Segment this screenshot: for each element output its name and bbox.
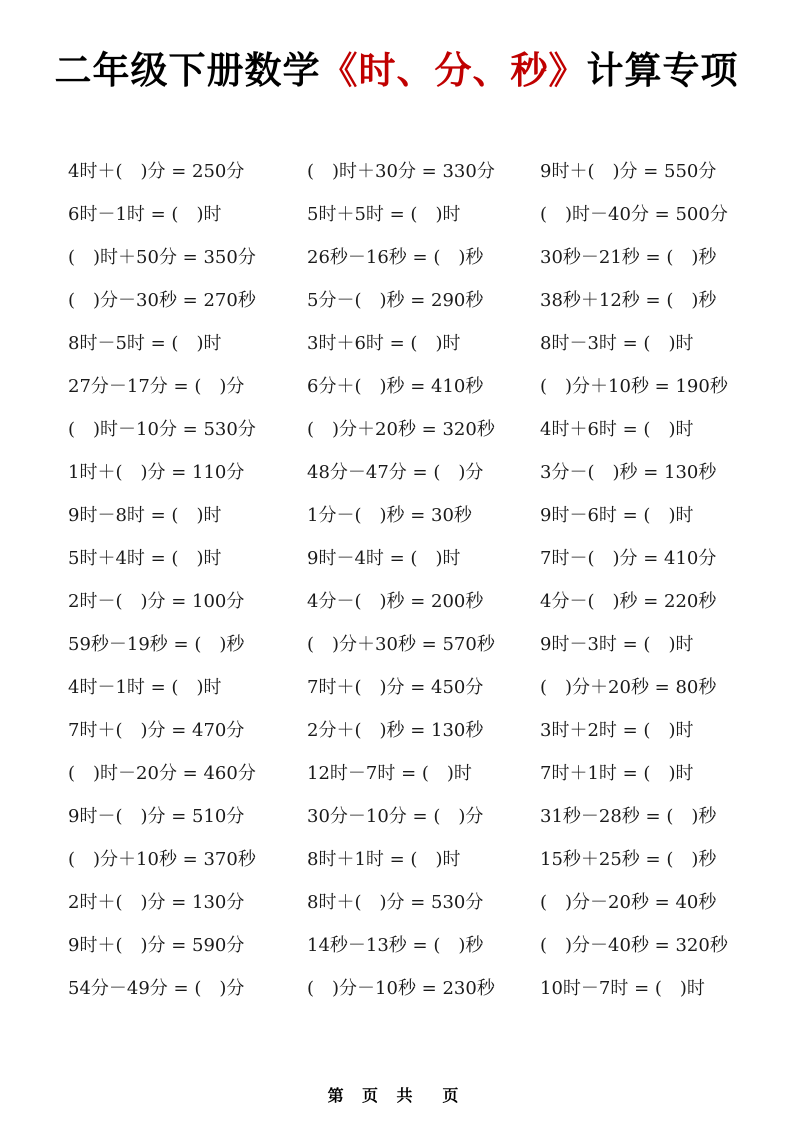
problem-item: ( )分－20秒 = 40秒	[540, 891, 717, 913]
problem-item: 4时＋( )分 = 250分	[68, 160, 245, 182]
problem-item: ( )分－40秒 = 320秒	[540, 934, 728, 956]
problem-item: 7时＋( )分 = 470分	[68, 719, 245, 741]
problem-item: 30秒－21秒 = ( )秒	[540, 246, 717, 268]
problem-item: 8时－5时 = ( )时	[68, 332, 222, 354]
problem-item: ( )分－10秒 = 230秒	[307, 977, 495, 999]
problem-item: ( )分＋10秒 = 370秒	[68, 848, 256, 870]
problem-item: 10时－7时 = ( )时	[540, 977, 705, 999]
problem-item: 5时＋5时 = ( )时	[307, 203, 461, 225]
problem-item: 9时－3时 = ( )时	[540, 633, 694, 655]
problem-item: 5分－( )秒 = 290秒	[307, 289, 484, 311]
problem-item: 3时＋6时 = ( )时	[307, 332, 461, 354]
problem-item: 1分－( )秒 = 30秒	[307, 504, 472, 526]
problem-item: 4分－( )秒 = 220秒	[540, 590, 717, 612]
problem-item: ( )分＋10秒 = 190秒	[540, 375, 728, 397]
problem-item: 2时－( )分 = 100分	[68, 590, 245, 612]
problem-item: 6分＋( )秒 = 410秒	[307, 375, 484, 397]
problem-item: 8时－3时 = ( )时	[540, 332, 694, 354]
problem-item: 9时－4时 = ( )时	[307, 547, 461, 569]
problem-item: 48分－47分 = ( )分	[307, 461, 484, 483]
problem-item: 30分－10分 = ( )分	[307, 805, 484, 827]
problem-item: 12时－7时 = ( )时	[307, 762, 472, 784]
problem-item: 54分－49分 = ( )分	[68, 977, 245, 999]
problem-item: 2时＋( )分 = 130分	[68, 891, 245, 913]
problem-item: ( )分＋30秒 = 570秒	[307, 633, 495, 655]
problem-item: 6时－1时 = ( )时	[68, 203, 222, 225]
problem-item: 8时＋( )分 = 530分	[307, 891, 484, 913]
problem-item: 5时＋4时 = ( )时	[68, 547, 222, 569]
problem-item: ( )时－20分 = 460分	[68, 762, 256, 784]
problem-item: 8时＋1时 = ( )时	[307, 848, 461, 870]
problem-item: 9时－8时 = ( )时	[68, 504, 222, 526]
problem-item: 7时＋1时 = ( )时	[540, 762, 694, 784]
problem-item: ( )分＋20秒 = 80秒	[540, 676, 717, 698]
problem-item: ( )时＋30分 = 330分	[307, 160, 495, 182]
problem-item: 31秒－28秒 = ( )秒	[540, 805, 717, 827]
problem-item: 9时－( )分 = 510分	[68, 805, 245, 827]
problem-item: 9时－6时 = ( )时	[540, 504, 694, 526]
problem-grid	[68, 148, 763, 1008]
problem-item: 7时－( )分 = 410分	[540, 547, 717, 569]
problem-item: 3时＋2时 = ( )时	[540, 719, 694, 741]
problem-item: 4时－1时 = ( )时	[68, 676, 222, 698]
problem-item: 2分＋( )秒 = 130秒	[307, 719, 484, 741]
problem-item: 38秒＋12秒 = ( )秒	[540, 289, 717, 311]
problem-item: 59秒－19秒 = ( )秒	[68, 633, 245, 655]
problem-item: 3分－( )秒 = 130秒	[540, 461, 717, 483]
problem-item: 9时＋( )分 = 550分	[540, 160, 717, 182]
page-title	[0, 40, 793, 94]
problem-item: ( )分－30秒 = 270秒	[68, 289, 256, 311]
problem-item: ( )分＋20秒 = 320秒	[307, 418, 495, 440]
problem-item: 26秒－16秒 = ( )秒	[307, 246, 484, 268]
problem-item: 27分－17分 = ( )分	[68, 375, 245, 397]
title-highlight: 《时、分、秒》	[320, 50, 587, 91]
problem-item: 1时＋( )分 = 110分	[68, 461, 245, 483]
problem-item: 15秒＋25秒 = ( )秒	[540, 848, 717, 870]
title-suffix: 计算专项	[586, 50, 739, 91]
problem-item: 9时＋( )分 = 590分	[68, 934, 245, 956]
problem-item: ( )时－10分 = 530分	[68, 418, 256, 440]
problem-item: ( )时－40分 = 500分	[540, 203, 728, 225]
title-prefix: 二年级下册数学	[54, 50, 321, 91]
problem-item: 7时＋( )分 = 450分	[307, 676, 484, 698]
problem-item: 4时＋6时 = ( )时	[540, 418, 694, 440]
problem-item: ( )时＋50分 = 350分	[68, 246, 256, 268]
page-footer: 第 页 共 页	[327, 1088, 466, 1105]
problem-item: 14秒－13秒 = ( )秒	[307, 934, 484, 956]
problem-item: 4分－( )秒 = 200秒	[307, 590, 484, 612]
